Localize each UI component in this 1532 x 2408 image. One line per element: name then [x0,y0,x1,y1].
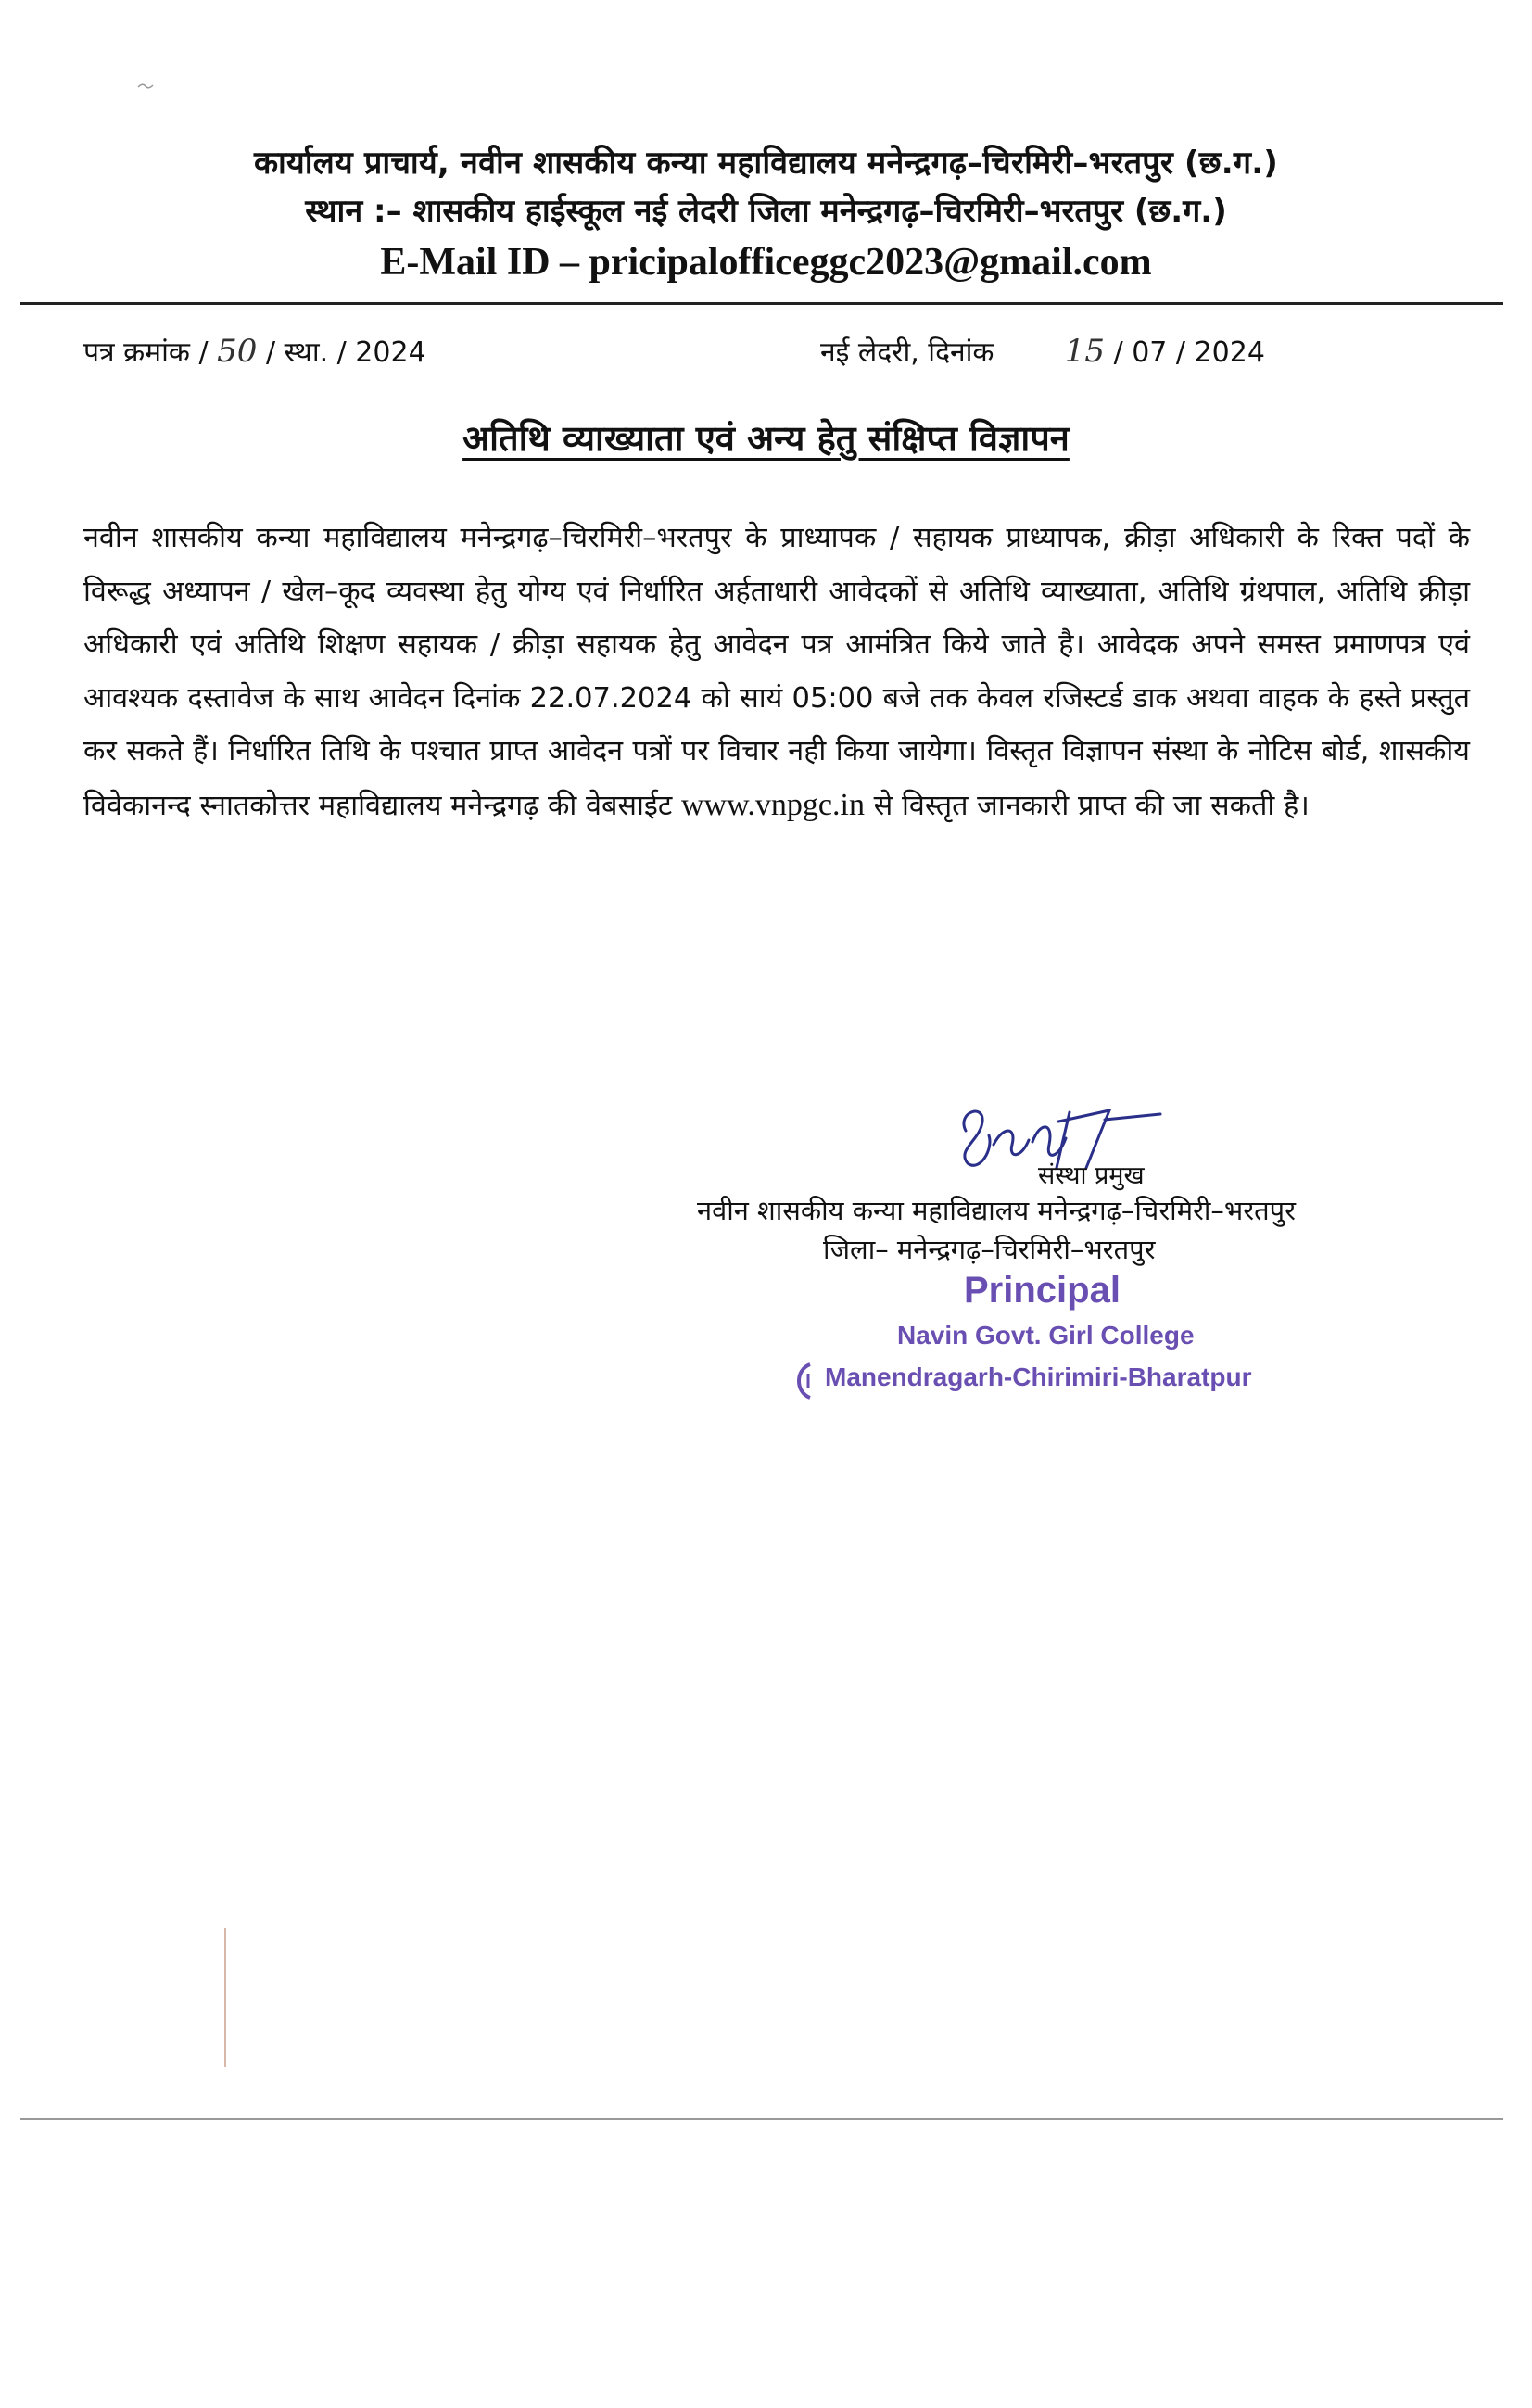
reference-prefix: पत्र क्रमांक / [83,336,209,369]
stamp-principal: Principal [964,1270,1121,1311]
date-day: 15 [1064,333,1106,370]
notice-title: अतिथि व्याख्याता एवं अन्य हेतु संक्षिप्त विज्ञापन [462,418,1070,459]
signature-area [0,1094,1532,1427]
scan-edge-line [20,2118,1503,2120]
office-location: स्थान :– शासकीय हाईस्कूल नई लेदरी जिला मनेन्द्रगढ़–चिरमिरी–भरतपुर (छ.ग.) [305,193,1227,230]
date-prefix: नई लेदरी, दिनांक [820,336,994,369]
stamp-place: Manendragarh-Chirimiri-Bharatpur [825,1362,1252,1391]
notice-body-text: नवीन शासकीय कन्या महाविद्यालय मनेन्द्रगढ़–चिरमिरी–भरतपुर के प्राध्यापक / सहायक प्राध्यापक, क्रीड़ा अधिकारी के रिक्त पदों के विरूद्ध अध्यापन / खेल–कूद व्यवस्था हेतु योग्य एवं निर्धारित अर्हताधारी आवेदकों से अतिथि व्याख्याता, अतिथि ग्रंथपाल, अतिथि क्रीड़ा अधिकारी एवं अतिथि शिक्षण सहायक / क्रीड़ा सहायक हेतु आवेदन पत्र आमंत्रित किये जाते है। आवेदक अपने समस्त प्रमाणपत्र एवं आवश्यक दस्तावेज के साथ आवेदन दिनांक 22.07.2024 को सायं 05:00 बजे तक केवल रजिस्टर्ड डाक अथवा वाहक के हस्ते प्रस्तुत कर सकते हैं। निर्धारित तिथि के पश्चात प्राप्त आवेदन पत्रों पर विचार नही किया जायेगा। विस्तृत विज्ञापन संस्था के नोटिस बोर्ड, शासकीय विवेकानन्द स्नातकोत्तर महाविद्यालय मनेन्द्रगढ़ की वेबसाईट [83,522,1470,822]
scan-margin-mark [224,1928,226,2067]
website-link: www.vnpgc.in [680,787,865,822]
office-email: E-Mail ID – pricipalofficeggc2023@gmail.com [380,241,1152,284]
notice-body [83,512,1470,833]
notice-body-tail: से विस्तृत जानकारी प्राप्त की जा सकती है। [873,789,1310,822]
letterhead [0,139,1532,289]
signatory-designation: संस्था प्रमुख [1038,1161,1145,1190]
reference-suffix: / स्था. / 2024 [265,336,426,369]
notice-title-wrap [0,413,1532,462]
date-suffix: / 07 / 2024 [1113,336,1265,369]
scan-speck [137,82,154,91]
signatory-district: जिला– मनेन्द्रगढ़–चिरमिरी–भरतपुर [823,1234,1156,1265]
letter-reference [83,332,426,370]
stamp-bracket-icon [790,1361,823,1401]
stamp-college: Navin Govt. Girl College [897,1321,1195,1350]
header-divider [20,302,1503,305]
signatory-institution: नवीन शासकीय कन्या महाविद्यालय मनेन्द्रगढ़–चिरमिरी–भरतपुर [697,1195,1297,1226]
letter-date [820,332,1265,370]
reference-number: 50 [217,333,258,370]
office-name: कार्यालय प्राचार्य, नवीन शासकीय कन्या महाविद्यालय मनेन्द्रगढ़–चिरमिरी–भरतपुर (छ.ग.) [253,145,1279,182]
